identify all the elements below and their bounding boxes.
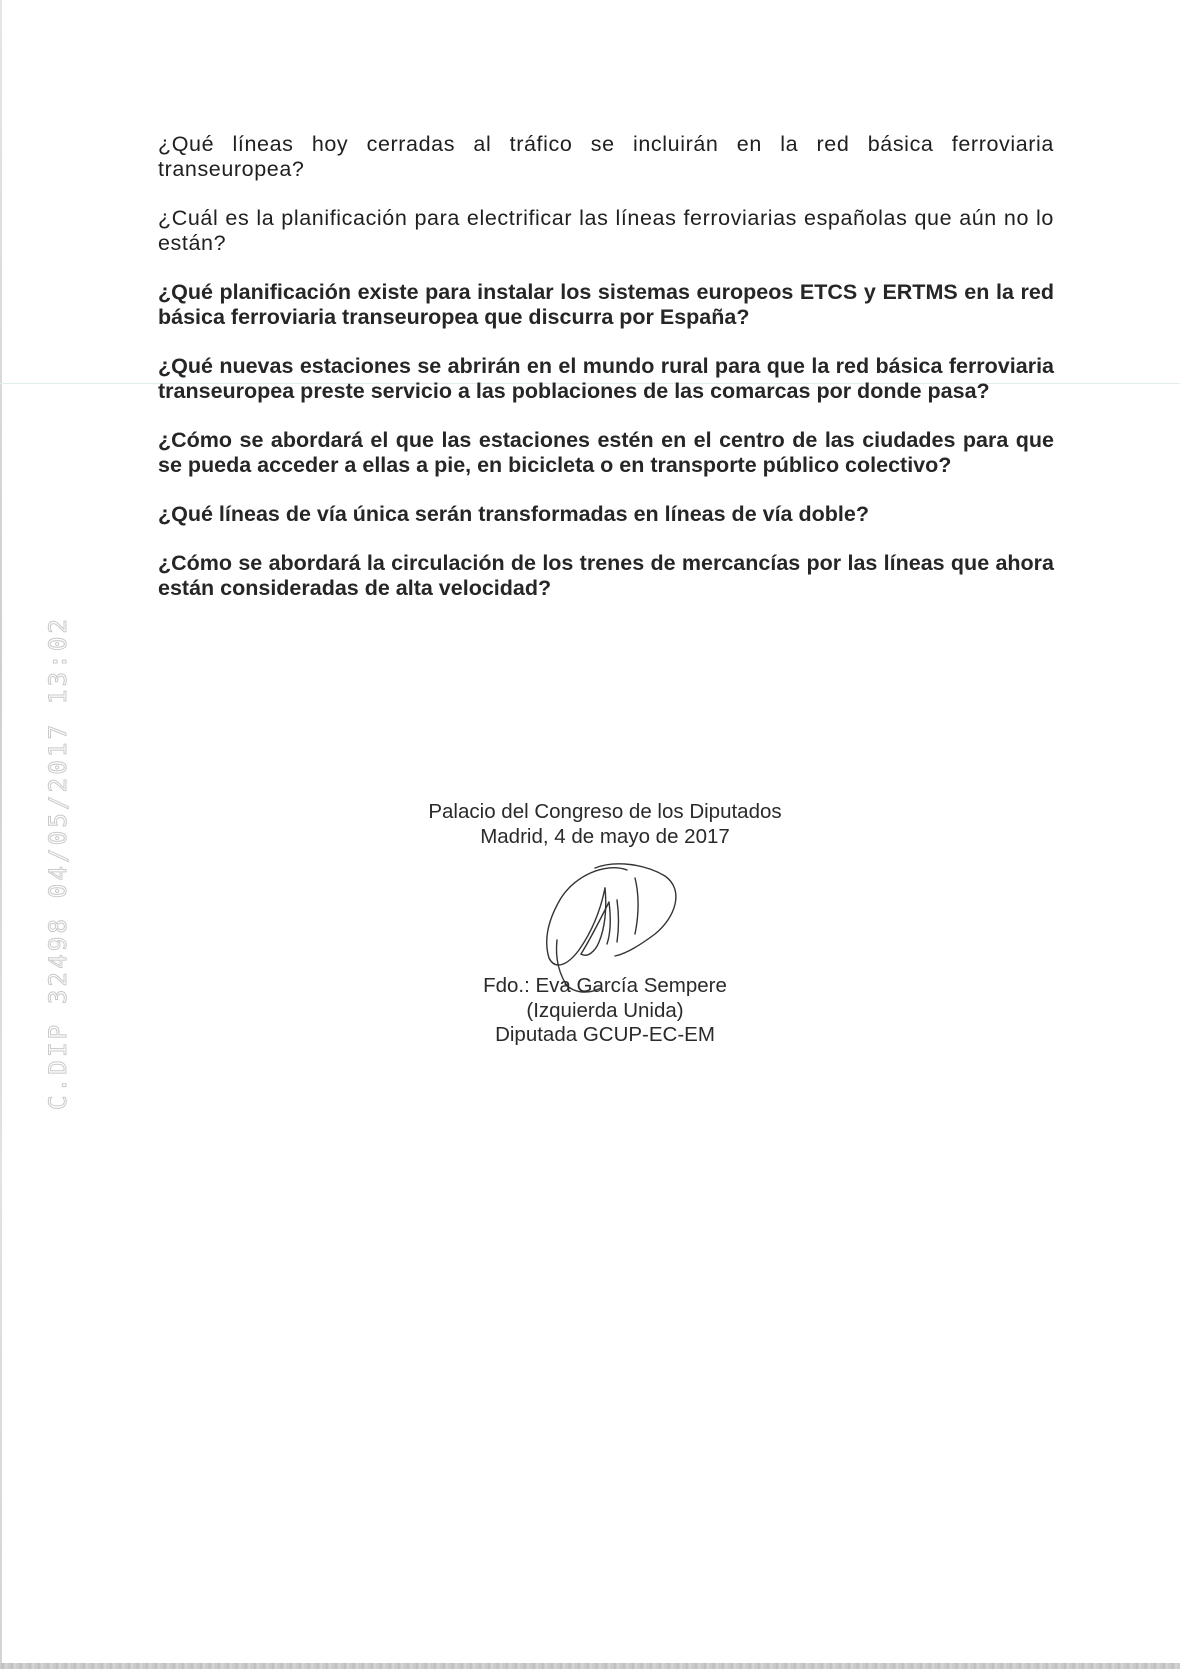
question-3: ¿Qué planificación existe para instalar los sistemas europeos ETCS y ERTMS en la red básica ferroviaria transeuropea que discurra por España? [158, 280, 1054, 329]
signatory-party: (Izquierda Unida) [526, 998, 684, 1022]
scan-left-edge [0, 0, 2, 1669]
scan-bottom-edge [0, 1663, 1180, 1669]
question-4: ¿Qué nuevas estaciones se abrirán en el mundo rural para que la red básica ferroviaria transeuropea preste servicio a las poblaciones de las comarcas por donde pasa? [158, 354, 1054, 403]
signatory-role: Diputada GCUP-EC-EM [495, 1023, 715, 1046]
question-2: ¿Cuál es la planificación para electrificar las líneas ferroviarias españolas que aún no lo están? [158, 206, 1054, 255]
closing-block [380, 799, 830, 849]
question-1: ¿Qué líneas hoy cerradas al tráfico se incluirán en la red básica ferroviaria transeuropea? [158, 132, 1054, 181]
question-6: ¿Qué líneas de vía única serán transformadas en líneas de vía doble? [158, 502, 869, 526]
question-5: ¿Cómo se abordará el que las estaciones estén en el centro de las ciudades para que se pueda acceder a ellas a pie, en bicicleta o en transporte público colectivo? [158, 428, 1054, 477]
signatory-block [380, 974, 830, 1048]
closing-date: Madrid, 4 de mayo de 2017 [480, 825, 730, 848]
question-7: ¿Cómo se abordará la circulación de los trenes de mercancías por las líneas que ahora están consideradas de alta velocidad? [158, 551, 1054, 600]
registry-stamp: C.DIP 32498 04/05/2017 13:02 [44, 615, 72, 1110]
question-list [158, 132, 1054, 625]
signatory-name: Fdo.: Eva García Sempere [483, 974, 727, 997]
closing-place: Palacio del Congreso de los Diputados [428, 800, 782, 823]
